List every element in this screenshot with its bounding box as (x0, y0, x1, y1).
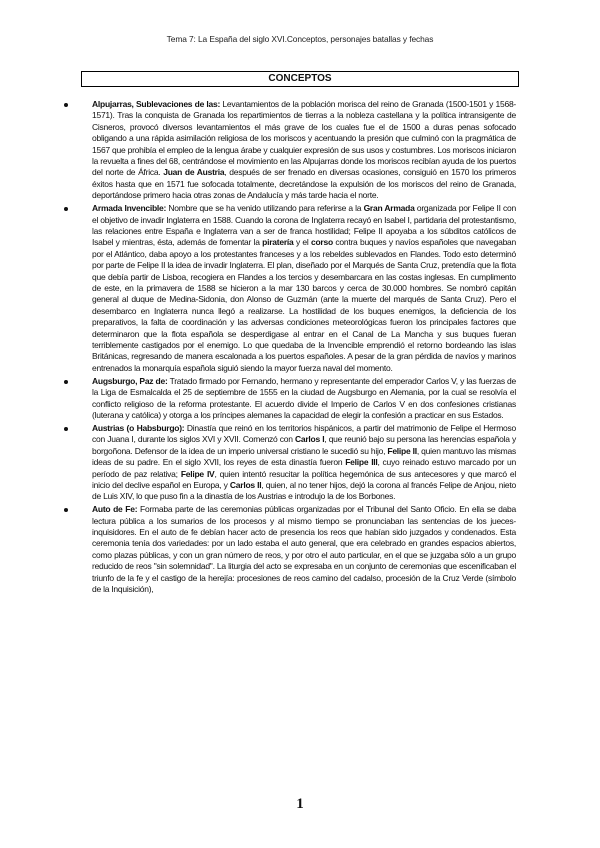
text-run: , quien intentó resucitar la política hegemónica de sus antecesores y que marcó el inicio del declive español en Europa, y (92, 468, 516, 490)
text-run: , quien mantuvo las mismas ideas de su padre. En el siglo XVII, los reyes de esta dinastía fueron (92, 445, 516, 468)
bold-term: Alpujarras, Sublevaciones de las: (92, 99, 221, 109)
concept-text (92, 504, 516, 595)
text-run: y el (293, 237, 311, 248)
bold-term: Felipe IV (180, 468, 215, 479)
concept-entry (92, 99, 516, 202)
page-number: 1 (296, 796, 304, 812)
concept-entry (92, 203, 516, 374)
bullet-icon (64, 508, 68, 512)
bold-term: Auto de Fe: (92, 504, 138, 515)
bold-term: Gran Armada (363, 203, 415, 214)
bullet-icon (64, 380, 68, 384)
bold-term: Carlos I (295, 434, 325, 445)
text-run: Tratado firmado por Fernando, hermano y representante del emperador Carlos V, y las fuerzas de la Liga de Esmalcalda el 25 de septiembre de 1555 en la ciudad de Augsburgo en Alemania, por la cual se resolvía el conflicto religioso de la reforma protestante. El acuerdo divide el Imperio de Carlos V en dos confesiones cristianas (luterana y católica) y otorga a los príncipes alemanes la capacidad de elegir la confesión a practicar en sus Estados. (92, 375, 516, 420)
bold-term: Augsburgo, Paz de: (92, 375, 168, 386)
bold-term: Felipe II (387, 445, 417, 456)
bullet-icon (64, 103, 68, 107)
concept-entry (92, 376, 516, 422)
bold-term: Carlos II (229, 479, 262, 490)
bullet-icon (64, 207, 68, 211)
bold-term: piratería (262, 237, 294, 248)
bold-term: Armada Invencible: (92, 203, 167, 214)
text-run: , que reunió bajo su persona las herencias española y borgoñona. Defensor de la idea de un imperio universal cristiano le sucedió su hijo, (92, 434, 517, 456)
text-run: , cuyo reinado estuvo marcado por un período de paz relativa; (92, 457, 516, 479)
bold-term: Felipe III (345, 457, 378, 468)
text-run: Nombre que se ha venido utilizando para referirse a la (166, 203, 364, 214)
bullet-icon (64, 427, 68, 431)
concept-list (92, 99, 516, 597)
concept-text (92, 376, 516, 422)
bold-term: Juan de Austria (163, 167, 225, 178)
text-run: contra buques y navíos españoles que navegaban por el Atlántico, daba apoyo a los protestantes franceses y a los rebeldes sublevados en Flandes. Todo esto determinó por parte de Felipe II la idea de invadir Inglaterra. El plan, diseñado por el Marqués de Santa Cruz, pretendía que la flota que debía partir de Lisboa, recogiera en Flandes a los tercios y desembarcara en las costas inglesas. En cumplimento de este, en la primavera de 1588 se hicieron a la mar 130 barcos y cerca de 30.000 hombres. Se nombró capitán general al duque de Medina-Sidonia, don Alonso de Guzmán (ante la muerte del marqués de Santa Cruz). Pero el desembarco en Inglaterra nunca llegó a realizarse. La hostilidad de los buques enemigos, la deficiencia de los preparativos, la falta de coordinación y las adversas condiciones meteorológicas fueron los principales factores que determinaron que la flota española se desperdigase al entrar en el Canal de La Mancha y sus buques fueran terriblemente castigados por el enemigo. Lo que quedaba de la Invencible emprendió el retorno bordeando las islas Británicas, regresando de manera escalonada a los puertos españoles. A pesar de la gran pérdida de navíos y marinos entrenados la monarquía española siguió siendo la mayor fuerza naval del momento. (92, 237, 516, 373)
running-header: Tema 7: La España del siglo XVI.Conceptos, personajes batallas y fechas (166, 34, 434, 44)
bold-term: corso (311, 237, 333, 248)
text-run: Formaba parte de las ceremonias públicas organizadas por el Tribunal del Santo Oficio. En ella se daba lectura pública a los sumarios de los procesos y al mismo tiempo se pronunciaban las sentencias de los jueces-inquisidores. En el auto de fe debían hacer acto de presencia los reos que habían sido juzgados y condenados. Esta ceremonia tenía dos variedades: por un lado estaba el auto general, que era celebrado en grandes espacios abiertos, como plazas públicas, y con un gran número de reos, y por otro el auto particular, en el que se juzgaba sólo a un grupo reducido de reos "sin solemnidad". La liturgia del acto se expresaba en un conjunto de ceremonias que escenificaban el triunfo de la fe y el castigo de la herejía: procesiones de reos camino del cadalso, procesión de la Cruz Verde (símbolo de la Inquisición), (92, 504, 516, 595)
concept-entry (92, 504, 516, 595)
text-run: Dinastía que reinó en los territorios hispánicos, a partir del matrimonio de Felipe el Hermoso con Juana I, durante los siglos XVI y XVII. Comenzó con (92, 422, 517, 445)
text-run: organizada por Felipe II con el objetivo de invadir Inglaterra en 1588. Cuando la corona de Inglaterra recayó en Isabel I, partidaria del protestantismo, las relaciones entre España e Inglaterra van a ser de franca hostilidad; Felipe II apoyaba a los súbditos católicos de Isabel y mientras, ésta, además de fomentar la (92, 203, 516, 248)
section-title: CONCEPTOS (81, 71, 519, 87)
concept-text (92, 423, 516, 503)
concept-entry (92, 423, 516, 503)
text-run: Levantamientos de la población morisca del reino de Granada (1500-1501 y 1568-1571). Tras la conquista de Granada los repartimientos de tierras a la nobleza castellana y la política intransigente de Cisneros, provocó diversos levantamientos el más grave de los cuales fue el de 1500 a duras penas sofocado obligando a una rápida asimilación religiosa de los moriscos y acentuando la presión que culminó con la pragmática de 1567 que prohibía el empleo de la lengua árabe y cualquier expresión de sus usos y costumbres. Los moriscos iniciaron la revuelta a fines del 68, centrándose el movimiento en las Alpujarras donde los moriscos recibían ayuda de los puertos del norte de África. (92, 99, 516, 178)
concept-text (92, 203, 516, 374)
concept-text (92, 99, 516, 202)
text-run: , después de ser frenado en diversas ocasiones, consiguió en 1570 los primeros éxitos hasta que en 1571 fue sofocada totalmente, decretándose la expulsión de los moriscos del reino de Granada, deportándose primero hacia otras zonas de Andalucía y más tarde hacia el norte. (92, 167, 517, 201)
bold-term: Austrias (o Habsburgo): (92, 422, 185, 433)
text-run: , quien, al no tener hijos, dejó la corona al francés Felipe de Anjou, nieto de Luis XIV, lo que puso fin a la dinastía de los Austrias e introdujo la de los Borbones. (92, 479, 516, 502)
